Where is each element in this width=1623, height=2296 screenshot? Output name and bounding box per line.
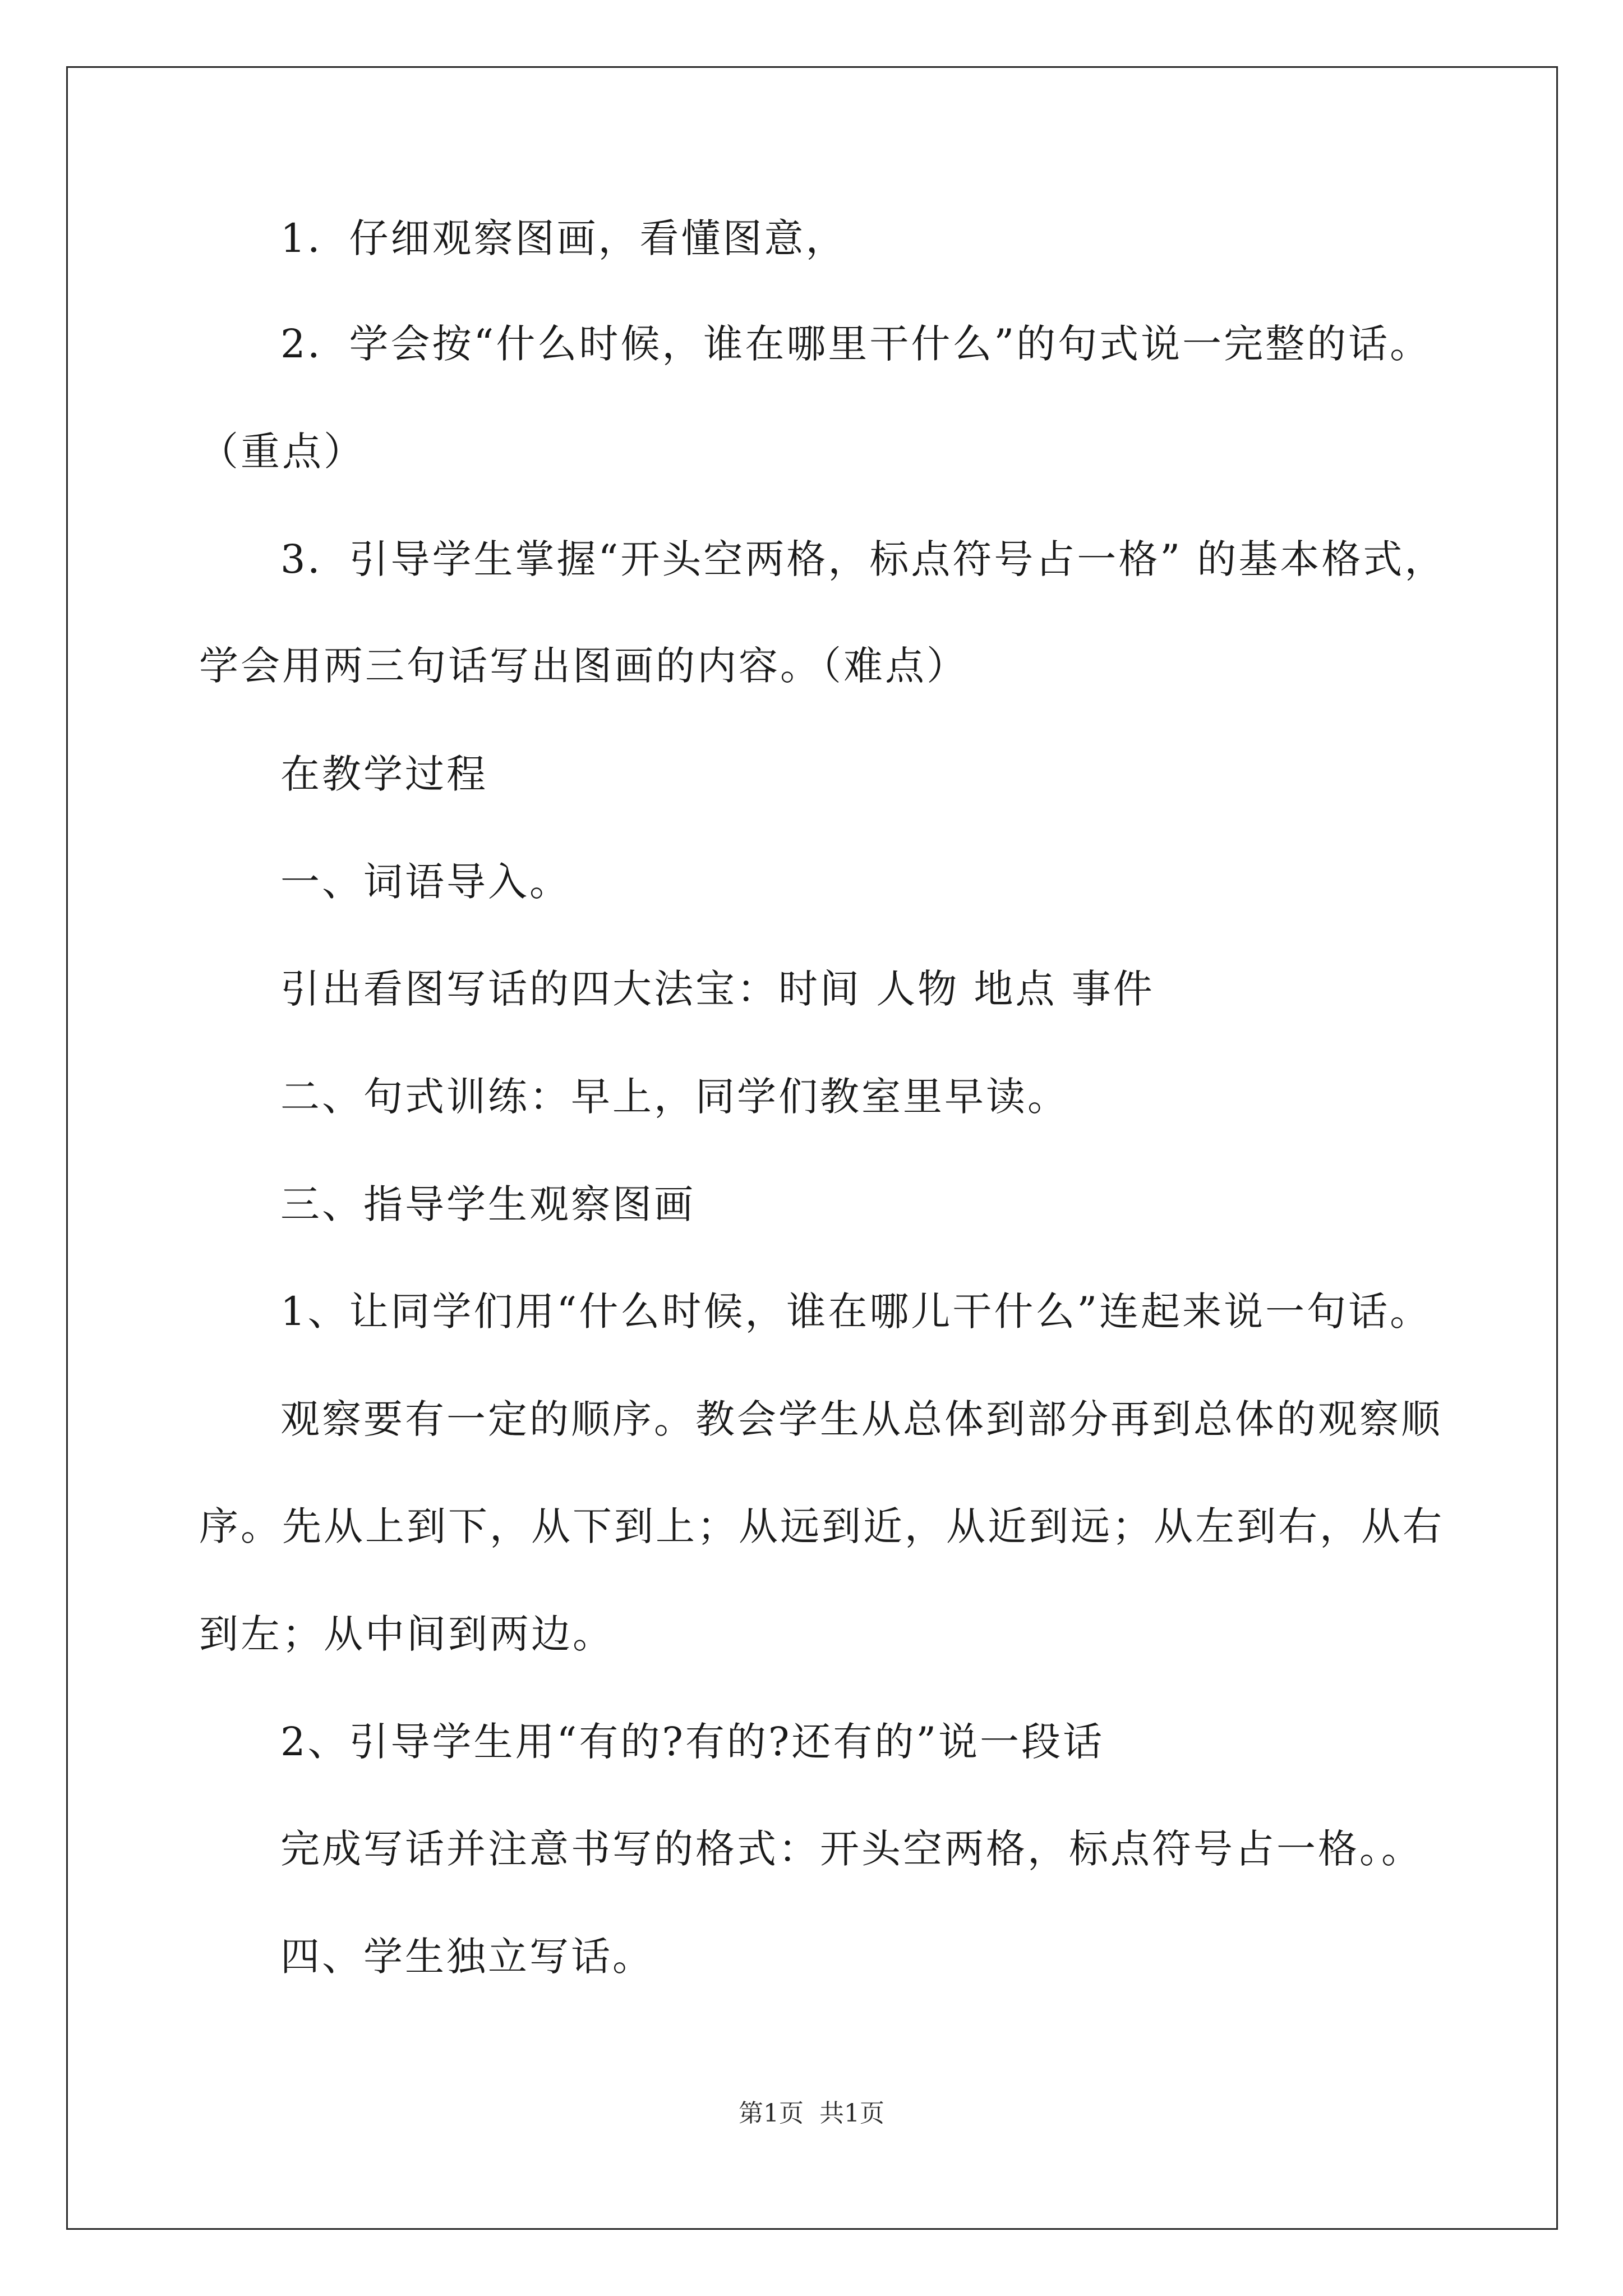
page-number-current: 第1页 [739, 2099, 804, 2128]
section-4-heading: 四、学生独立写话。 [280, 1934, 654, 1980]
section-teaching-process: 在教学过程 [280, 751, 488, 797]
objective-1: 1．仔细观察图画，看懂图意， [280, 215, 847, 261]
step-2-line: 2、引导学生用“有的?有的?还有的”说一段话 [280, 1719, 1105, 1765]
four-elements-line: 引出看图写话的四大法宝：时间 人物 地点 事件 [280, 966, 1155, 1012]
observation-order-line-1: 观察要有一定的顺序。教会学生从总体到部分再到总体的观察顺 [280, 1396, 1442, 1442]
objective-3-line-1: 3．引导学生掌握“开头空两格，标点符号占一格” 的基本格式， [280, 536, 1446, 582]
section-2-heading: 二、句式训练：早上，同学们教室里早读。 [280, 1074, 1069, 1120]
objective-3-line-2: 学会用两三句话写出图画的内容。（难点） [199, 643, 968, 689]
objective-2-line-2: （重点） [199, 429, 365, 475]
page-border [66, 66, 1558, 2230]
section-3-heading: 三、指导学生观察图画 [280, 1181, 695, 1227]
page-number-total: 共1页 [819, 2099, 884, 2128]
writing-format-line: 完成写话并注意书写的格式：开头空两格，标点符号占一格。。 [280, 1826, 1423, 1872]
objective-2-line-1: 2．学会按“什么时候，谁在哪里干什么”的句式说一完整的话。 [280, 321, 1432, 367]
observation-order-line-2: 序。先从上到下，从下到上；从远到近，从近到远；从左到右，从右 [199, 1503, 1444, 1549]
observation-order-line-3: 到左；从中间到两边。 [199, 1611, 614, 1657]
section-1-heading: 一、词语导入。 [280, 859, 571, 905]
step-1-line: 1、让同学们用“什么时候，谁在哪儿干什么”连起来说一句话。 [280, 1289, 1432, 1335]
page-footer [0, 2097, 1623, 2131]
